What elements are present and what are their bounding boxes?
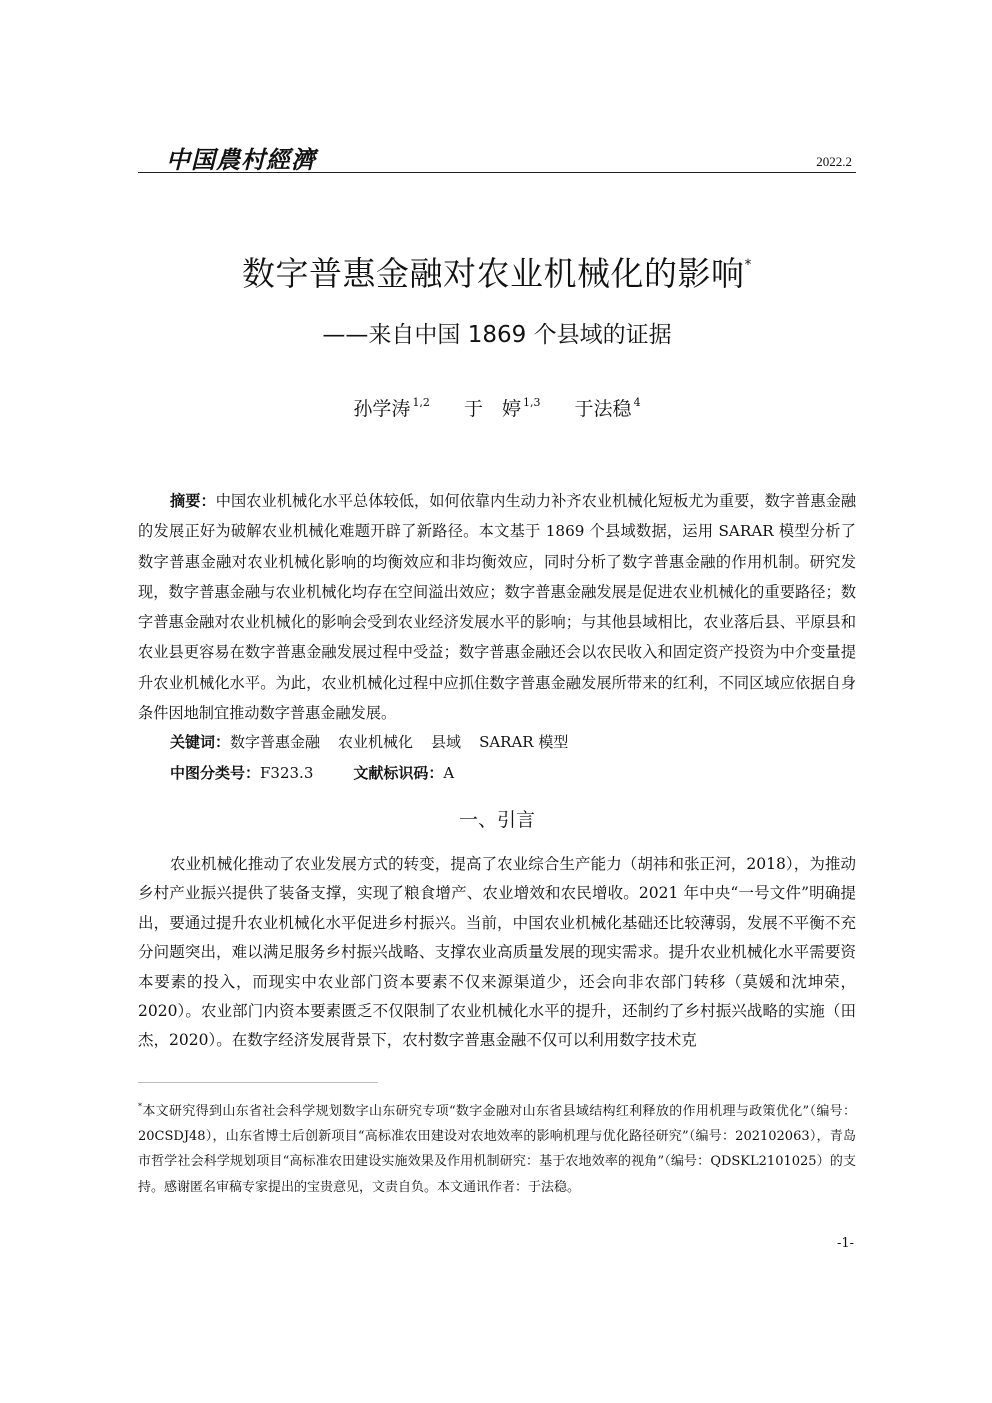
- section-heading: 一、引言: [458, 809, 535, 831]
- issue-number: 2022.2: [816, 154, 852, 169]
- paper-subtitle: ——来自中国 1869 个县域的证据: [322, 322, 672, 348]
- abstract: [138, 486, 856, 728]
- keyword: SARAR 模型: [479, 733, 569, 751]
- paper-title-text: 数字普惠金融对农业机械化的影响: [242, 254, 745, 293]
- page-number: -1-: [836, 1236, 854, 1251]
- author-list: [138, 394, 856, 421]
- author-2: 于 婷 $^{1,3}$: [463, 396, 541, 420]
- page-header: [138, 134, 856, 173]
- keywords-label: 关键词：: [170, 733, 231, 751]
- paper-title: [138, 248, 856, 295]
- body-paragraph: 农业机械化推动了农业发展方式的转变，提高了农业综合生产能力（胡祎和张正河，2018），为推动乡村产业振兴提供了装备支撑，实现了粮食增产、农业增效和农民增收。2021 年中央“一号文件”明确提出，要通过提升农业机械化水平促进乡村振兴。当前，中国农业机械化基础还比较薄弱，发展不平衡不充分问题突出，难以满足服务乡村振兴战略、支撑农业高质量发展的现实需求。提升农业机械化水平需要资本要素的投入，而现实中农业部门资本要素不仅来源渠道少，还会向非农部门转移（莫媛和沈坤荣，2020）。农业部门内资本要素匮乏不仅限制了农业机械化水平的提升，还制约了乡村振兴战略的实施（田杰，2020）。在数字经济发展背景下，农村数字普惠金融不仅可以利用数字技术克: [138, 855, 856, 1050]
- keyword: 县域: [431, 733, 462, 751]
- abstract-label: 摘要：: [170, 492, 216, 510]
- classification: [170, 762, 454, 783]
- footnote: [138, 1094, 856, 1200]
- footnote-divider: [138, 1082, 378, 1083]
- journal-logo: 中国農村經濟: [166, 146, 316, 174]
- clc-value: F323.3: [260, 764, 314, 782]
- footnote-text: 本文研究得到山东省社会科学规划数字山东研究专项“数字金融对山东省县域结构红利释放的作用机理与政策优化”（编号：20CSDJ48），山东省博士后创新项目“高标准农田建设对农地效率的影响机理与优化路径研究”（编号：202102063），青岛市哲学社会科学规划项目“高标准农田建设实施效果及作用机制研究：基于农地效率的视角”（编号：QDSKL2101025）的支持。感谢匿名审稿专家提出的宝贵意见，文责自负。本文通讯作者：于法稳。: [138, 1104, 856, 1195]
- abstract-text: 中国农业机械化水平总体较低，如何依靠内生动力补齐农业机械化短板尤为重要，数字普惠金融的发展正好为破解农业机械化难题开辟了新路径。本文基于 1869 个县域数据，运用 SARAR 模型分析了数字普惠金融对农业机械化影响的均衡效应和非均衡效应，同时分析了数字普惠金融的作用机制。研究发现，数字普惠金融与农业机械化均存在空间溢出效应；数字普惠金融发展是促进农业机械化的重要路径；数字普惠金融对农业机械化的影响会受到农业经济发展水平的影响；与其他县域相比，农业落后县、平原县和农业县更容易在数字普惠金融发展过程中受益；数字普惠金融还会以农民收入和固定资产投资为中介变量提升农业机械化水平。为此，农业机械化过程中应抓住数字普惠金融发展所带来的红利，不同区域应依据自身条件因地制宜推动数字普惠金融发展。: [138, 492, 857, 723]
- doc-code-value: A: [443, 764, 455, 782]
- footnote-mark: *: [138, 1102, 142, 1111]
- keyword: 农业机械化: [338, 733, 414, 751]
- keywords: [170, 731, 586, 752]
- doc-code-label: 文献标识码：: [353, 764, 444, 782]
- keyword: 数字普惠金融: [230, 733, 321, 751]
- clc-label: 中图分类号：: [170, 764, 261, 782]
- title-footnote-mark: *: [744, 257, 752, 273]
- author-3: 于法稳 $^4$: [574, 396, 641, 420]
- author-1: 孙学涛 $^{1,2}$: [353, 396, 430, 420]
